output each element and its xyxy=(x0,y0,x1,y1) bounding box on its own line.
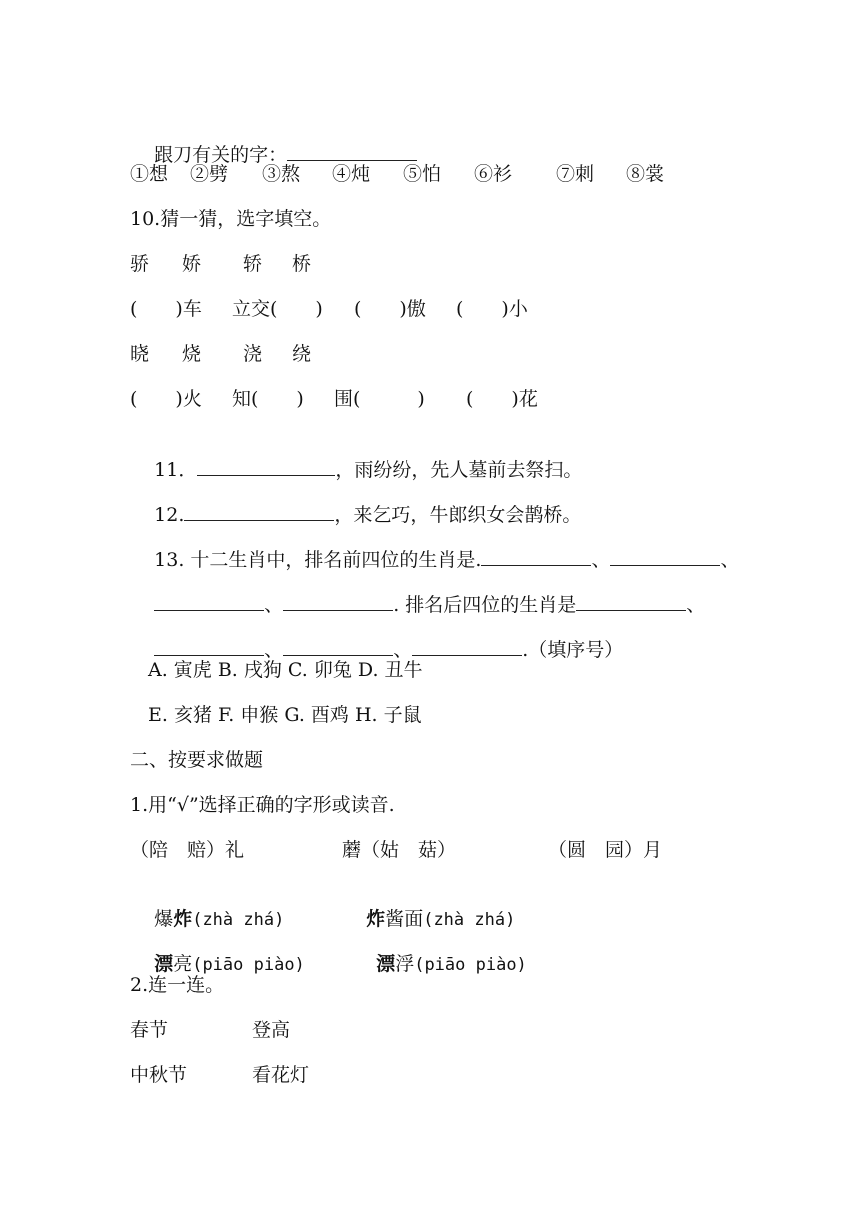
q13-line2 xyxy=(130,568,706,616)
q13-mid: . 排名后四位的生肖是 xyxy=(393,594,577,616)
match-left-item[interactable]: 春节 xyxy=(130,1019,169,1041)
pinyin-choice-piaoliang[interactable] xyxy=(130,928,305,975)
q13-options-row2: E. 亥猪 F. 申猴 G. 酉鸡 H. 子鼠 xyxy=(148,704,422,726)
word-text: 浮 xyxy=(395,953,415,975)
char-option: ⑧裳 xyxy=(626,163,665,185)
emphasized-char: 炸 xyxy=(173,908,193,930)
pinyin-choice-piaofu[interactable] xyxy=(352,928,527,975)
answer-blank[interactable] xyxy=(412,637,522,656)
char-option: ②劈 xyxy=(190,163,229,185)
choice-char: 轿 xyxy=(243,253,263,275)
fill-blank-item[interactable]: 知( ) xyxy=(232,388,304,410)
separator: 、 xyxy=(720,549,740,571)
q13-prefix: 13. 十二生肖中，排名前四位的生肖是. xyxy=(154,549,482,571)
word-choice[interactable]: 蘑（姑 菇） xyxy=(342,839,457,861)
answer-blank[interactable] xyxy=(283,637,393,656)
char-option: ③熬 xyxy=(262,163,301,185)
fill-blank-item[interactable]: ( )傲 xyxy=(354,298,426,320)
char-option: ①想 xyxy=(130,163,169,185)
emphasized-char: 漂 xyxy=(376,953,396,975)
q12-number: 12. xyxy=(154,504,185,526)
separator: 、 xyxy=(591,549,611,571)
q13-suffix: .（填序号） xyxy=(522,639,624,661)
q13-line3 xyxy=(130,613,624,661)
q13-line1 xyxy=(130,523,740,571)
answer-blank[interactable] xyxy=(154,637,264,656)
separator: 、 xyxy=(393,639,413,661)
q11-number: 11． xyxy=(154,459,198,481)
answer-blank[interactable] xyxy=(197,457,335,476)
fill-blank-item[interactable]: ( )花 xyxy=(466,388,538,410)
pinyin-options: (zhà zhá) xyxy=(423,910,516,930)
fill-blank-item[interactable]: ( )小 xyxy=(456,298,528,320)
answer-blank[interactable] xyxy=(576,592,686,611)
answer-blank[interactable] xyxy=(154,592,264,611)
answer-blank[interactable] xyxy=(283,592,393,611)
word-choice[interactable]: （圆 园）月 xyxy=(548,839,663,861)
choice-char: 桥 xyxy=(292,253,312,275)
match-left-item[interactable]: 中秋节 xyxy=(130,1064,188,1086)
answer-blank[interactable] xyxy=(184,502,334,521)
pinyin-options: (piāo piào) xyxy=(414,955,527,975)
pinyin-options: (zhà zhá) xyxy=(192,910,285,930)
match-right-item[interactable]: 看花灯 xyxy=(252,1064,310,1086)
char-option: ⑤怕 xyxy=(403,163,442,185)
fill-blank-item[interactable]: ( )车 xyxy=(130,298,202,320)
choice-char: 骄 xyxy=(130,253,150,275)
word-text: 爆 xyxy=(154,908,174,930)
q12 xyxy=(130,478,582,526)
choice-char: 娇 xyxy=(182,253,202,275)
s2q2-title: 2.连一连。 xyxy=(130,974,225,996)
section-title: 二、按要求做题 xyxy=(130,749,264,771)
pinyin-options: (piāo piào) xyxy=(192,955,305,975)
q12-text: ，来乞巧，牛郎织女会鹊桥。 xyxy=(334,504,582,526)
choice-char: 绕 xyxy=(292,343,312,365)
q11 xyxy=(130,433,583,481)
separator: 、 xyxy=(264,594,284,616)
choice-char: 浇 xyxy=(243,343,263,365)
q10-title: 10.猜一猜，选字填空。 xyxy=(130,208,332,230)
word-text: 酱面 xyxy=(385,908,424,930)
char-option: ⑦刺 xyxy=(556,163,595,185)
answer-blank[interactable] xyxy=(481,547,591,566)
choice-char: 晓 xyxy=(130,343,150,365)
q13-options-row1: A. 寅虎 B. 戌狗 C. 卯兔 D. 丑牛 xyxy=(148,659,423,681)
s2q1-title: 1.用“√”选择正确的字形或读音. xyxy=(130,794,395,816)
char-option: ⑥衫 xyxy=(474,163,513,185)
match-right-item[interactable]: 登高 xyxy=(252,1019,291,1041)
separator: 、 xyxy=(686,594,706,616)
pinyin-choice-baozha[interactable] xyxy=(130,883,285,930)
knife-question-label: 跟刀有关的字： xyxy=(154,144,288,166)
fill-blank-item[interactable]: ( )火 xyxy=(130,388,202,410)
emphasized-char: 漂 xyxy=(154,953,174,975)
pinyin-choice-zhajiangmian[interactable] xyxy=(342,883,516,930)
answer-blank[interactable] xyxy=(287,142,417,161)
fill-blank-item[interactable]: 立交( ) xyxy=(232,298,323,320)
fill-blank-item[interactable]: 围( ) xyxy=(334,388,425,410)
word-text: 亮 xyxy=(173,953,193,975)
char-option: ④炖 xyxy=(332,163,371,185)
separator: 、 xyxy=(264,639,284,661)
answer-blank[interactable] xyxy=(610,547,720,566)
choice-char: 烧 xyxy=(182,343,202,365)
emphasized-char: 炸 xyxy=(366,908,386,930)
knife-question xyxy=(130,118,417,166)
word-choice[interactable]: （陪 赔）礼 xyxy=(130,839,245,861)
q11-text: ，雨纷纷，先人墓前去祭扫。 xyxy=(335,459,583,481)
